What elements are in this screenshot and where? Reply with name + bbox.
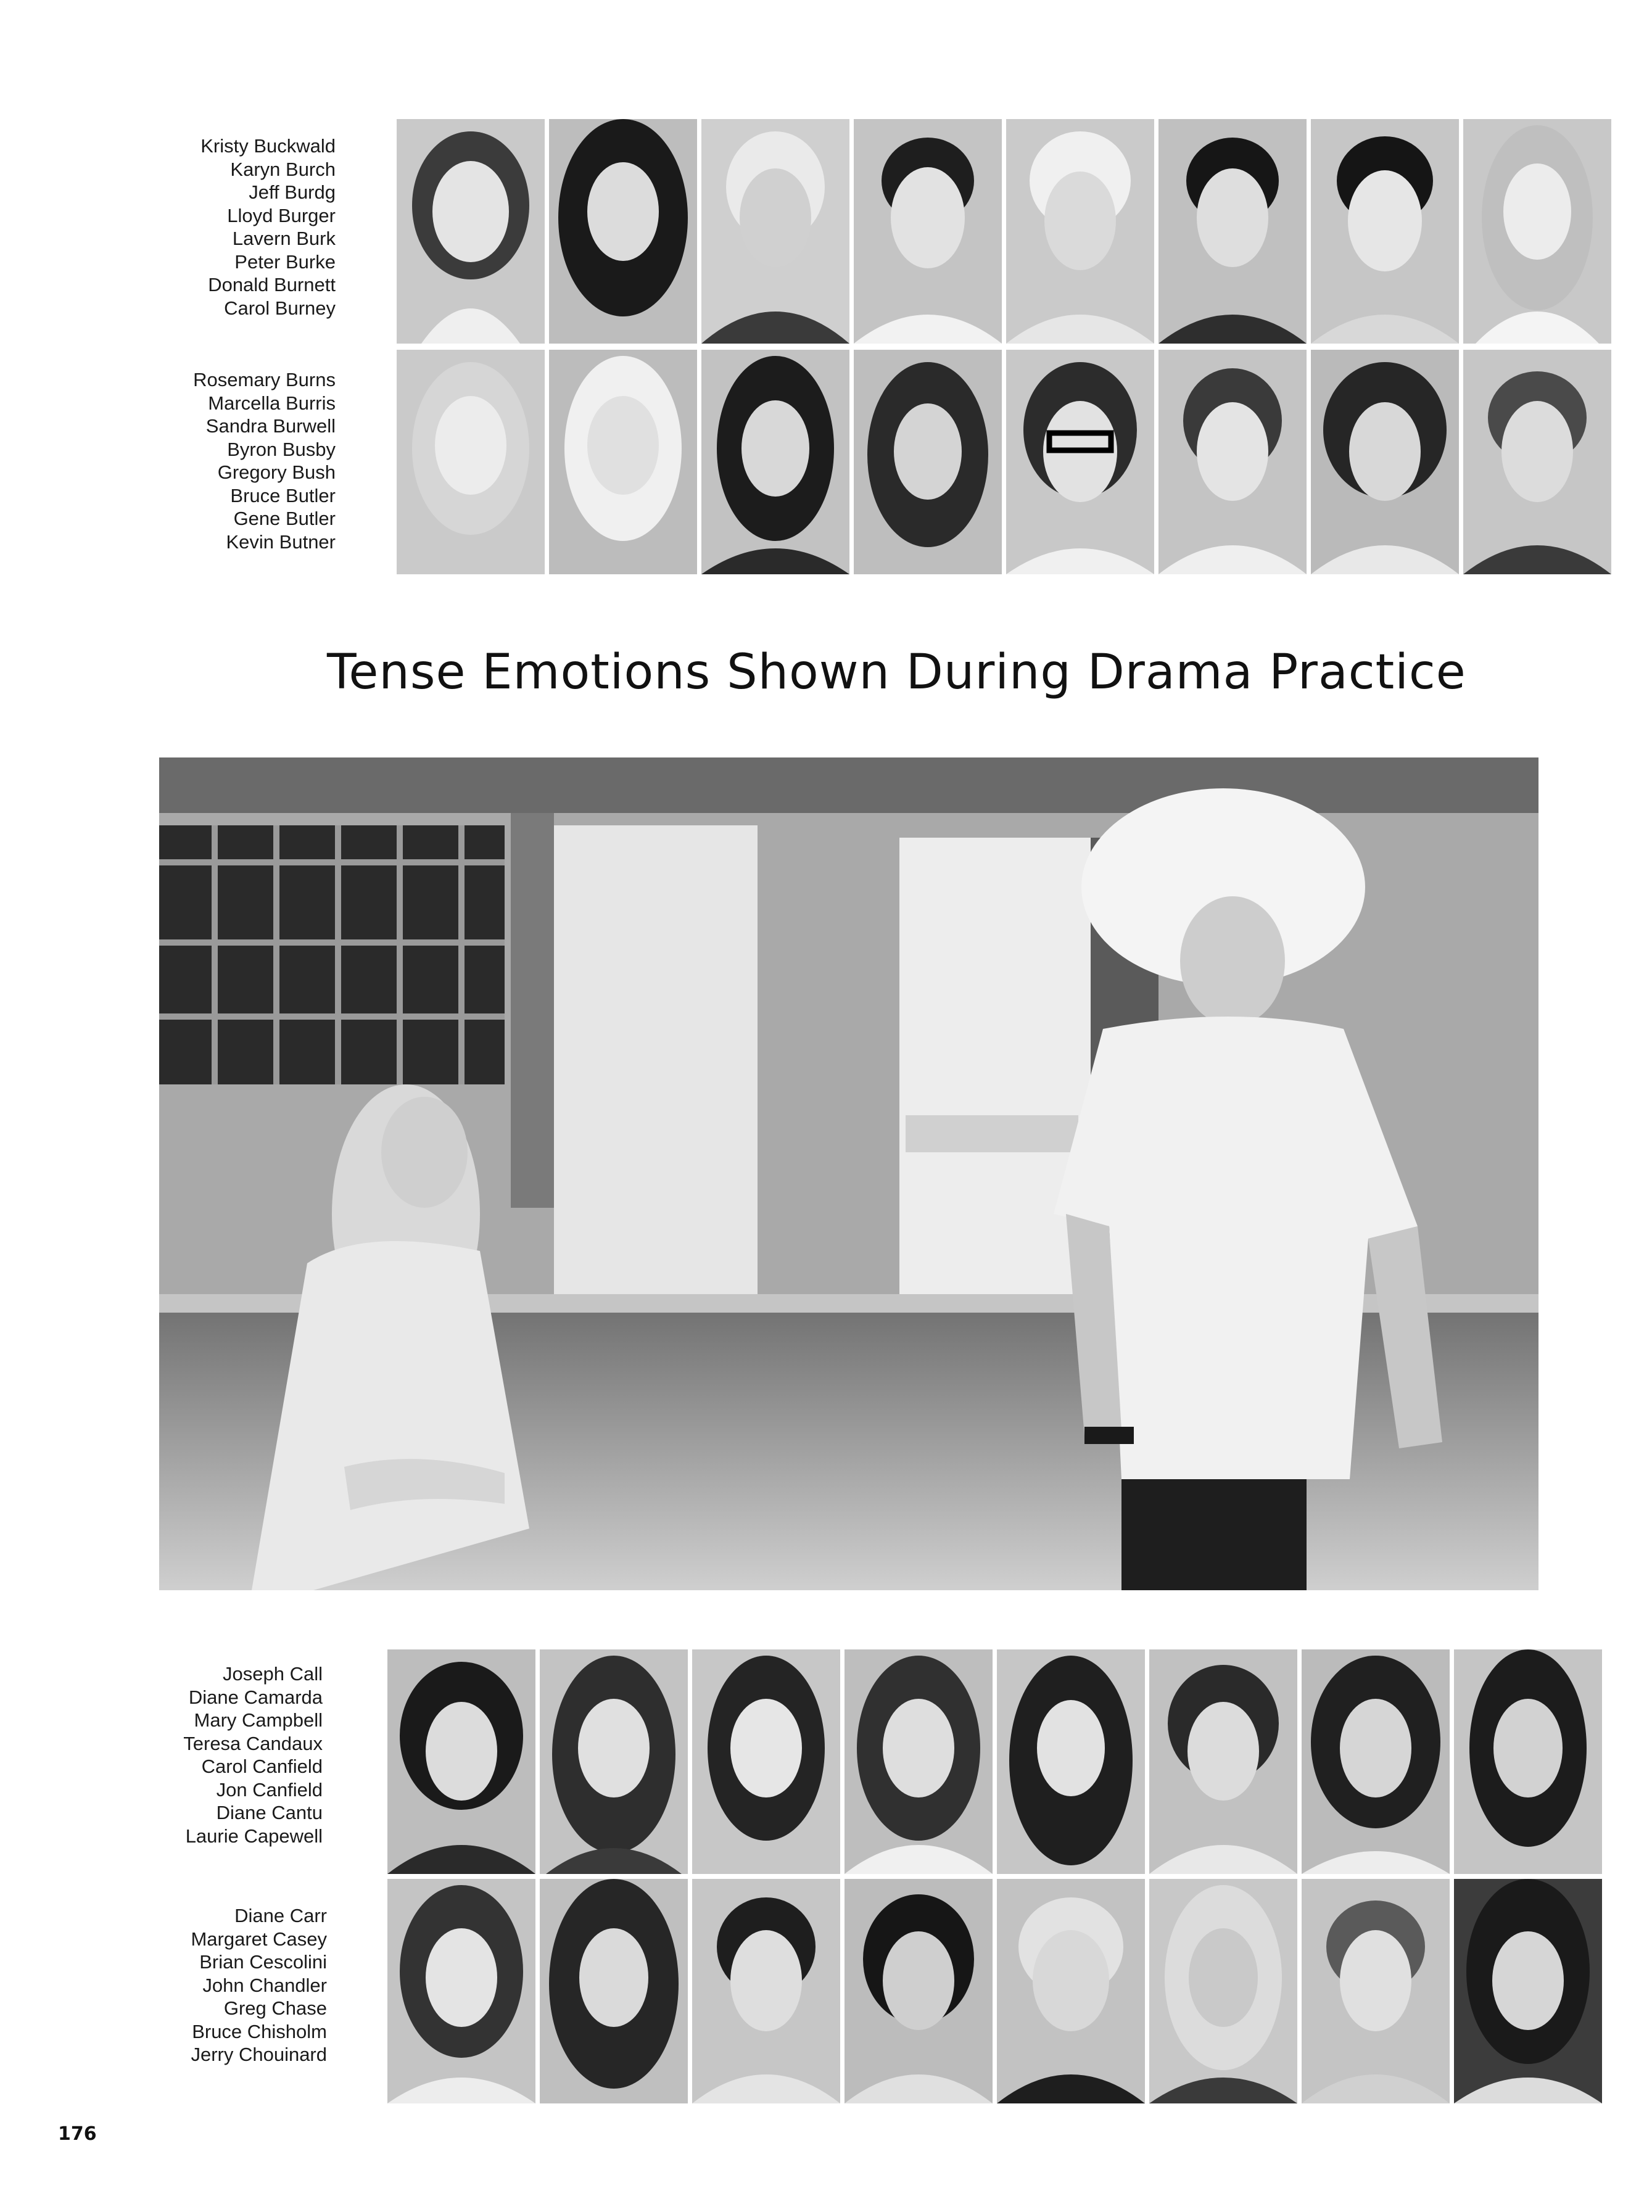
student-name: Greg Chase	[223, 1997, 327, 2019]
student-name: Diane Cantu	[216, 1802, 323, 1823]
student-name: Gene Butler	[233, 508, 336, 529]
student-name: Carol Canfield	[201, 1756, 323, 1777]
student-portrait	[1006, 119, 1154, 344]
student-name: John Chandler	[202, 1974, 327, 1996]
student-name: Rosemary Burns	[193, 369, 336, 390]
student-name: Jeff Burdg	[249, 181, 336, 203]
student-portrait	[701, 350, 849, 574]
portrait-row-1	[397, 119, 1611, 344]
portrait-row-4	[387, 1879, 1602, 2103]
student-name: Lavern Burk	[232, 228, 336, 249]
student-name: Sandra Burwell	[205, 415, 336, 437]
student-name: Gregory Bush	[217, 461, 336, 483]
portrait-row-3	[387, 1649, 1602, 1874]
student-name: Diane Carr	[234, 1905, 327, 1926]
student-name: Kristy Buckwald	[200, 135, 336, 157]
student-portrait	[1463, 119, 1611, 344]
student-name: Lloyd Burger	[227, 204, 336, 226]
student-portrait	[997, 1649, 1145, 1874]
name-list-row-4	[191, 1904, 327, 2066]
student-portrait	[1454, 1649, 1602, 1874]
student-name: Donald Burnett	[208, 274, 336, 295]
student-portrait	[1149, 1649, 1297, 1874]
name-list-row-3	[183, 1662, 323, 1847]
student-name: Jerry Chouinard	[191, 2044, 327, 2065]
student-portrait	[540, 1879, 688, 2103]
student-portrait	[387, 1879, 535, 2103]
drama-practice-photo	[159, 757, 1538, 1590]
student-name: Jon Canfield	[216, 1778, 323, 1801]
student-name: Marcella Burris	[208, 392, 336, 414]
name-list-row-2	[193, 368, 336, 553]
student-portrait	[387, 1649, 535, 1874]
student-name: Mary Campbell	[194, 1709, 323, 1731]
student-portrait	[1311, 350, 1459, 574]
student-portrait	[1302, 1649, 1450, 1874]
student-portrait	[397, 350, 545, 574]
student-portrait	[1158, 119, 1307, 344]
student-name: Bruce Chisholm	[192, 2020, 327, 2042]
student-name: Byron Busby	[227, 438, 336, 460]
student-name: Margaret Casey	[191, 1928, 327, 1950]
student-name: Laurie Capewell	[185, 1825, 323, 1847]
name-list-row-1	[200, 134, 336, 320]
student-name: Karyn Burch	[230, 158, 336, 180]
student-name: Kevin Butner	[226, 530, 336, 553]
student-portrait	[549, 350, 697, 574]
student-name: Joseph Call	[223, 1663, 323, 1685]
student-portrait	[692, 1879, 840, 2103]
student-name: Teresa Candaux	[183, 1732, 323, 1754]
student-portrait	[692, 1649, 840, 1874]
page-number: 176	[58, 2123, 97, 2145]
student-portrait	[1454, 1879, 1602, 2103]
student-name: Peter Burke	[234, 250, 336, 273]
student-portrait	[1302, 1879, 1450, 2103]
student-portrait	[549, 119, 697, 344]
student-name: Carol Burney	[224, 297, 336, 319]
headline: Tense Emotions Shown During Drama Practice	[327, 645, 1466, 700]
student-portrait	[397, 119, 545, 344]
student-portrait	[1311, 119, 1459, 344]
student-portrait	[1006, 350, 1154, 574]
student-portrait	[701, 119, 849, 344]
student-name: Brian Cescolini	[199, 1951, 327, 1973]
student-portrait	[845, 1879, 993, 2103]
student-portrait	[997, 1879, 1145, 2103]
portrait-row-2	[397, 350, 1611, 574]
student-name: Bruce Butler	[230, 484, 336, 506]
student-portrait	[540, 1649, 688, 1874]
student-portrait	[1158, 350, 1307, 574]
student-portrait	[854, 119, 1002, 344]
student-portrait	[1149, 1879, 1297, 2103]
student-portrait	[854, 350, 1002, 574]
student-portrait	[845, 1649, 993, 1874]
student-name: Diane Camarda	[188, 1686, 323, 1708]
student-portrait	[1463, 350, 1611, 574]
